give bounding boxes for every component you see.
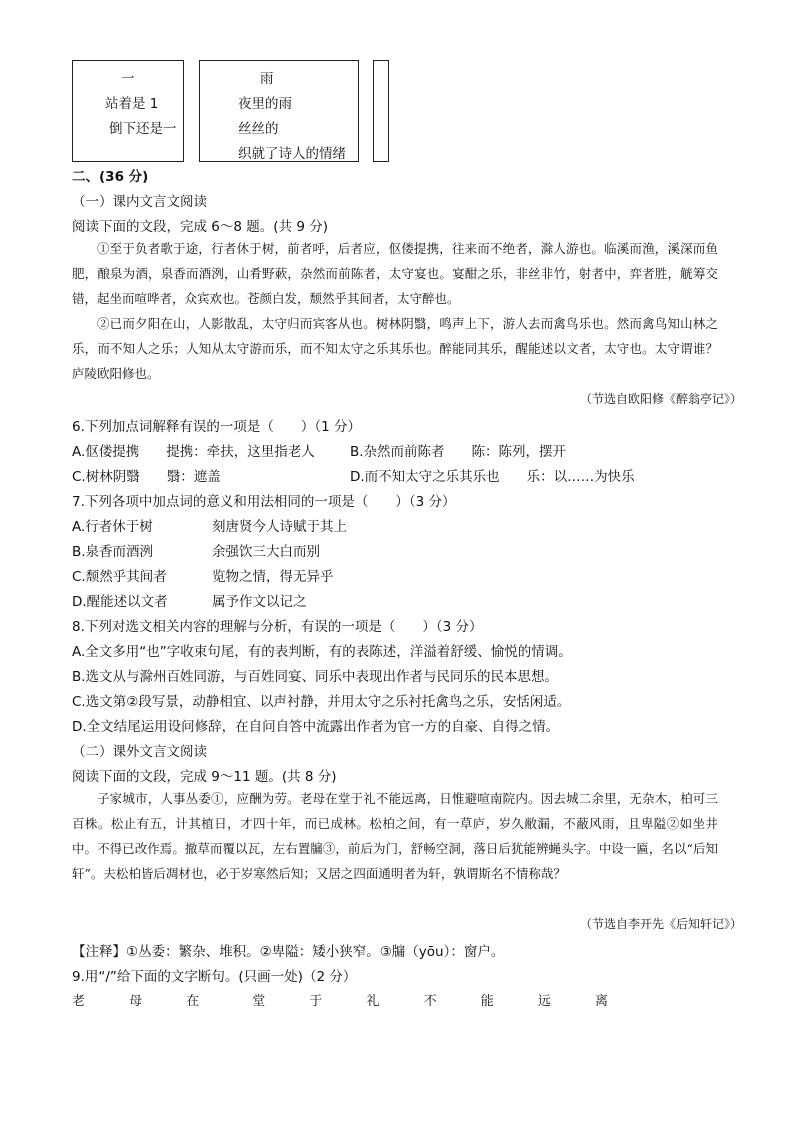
passage-1-paragraph-1: ①至于负者歌于途，行者休于树，前者呼，后者应，伛偻提携，往来而不绝者，滁人游也。临溪而渔，溪深而鱼肥，酿泉为酒，泉香而酒洌，山肴野蔌，杂然而前陈者，太守宴也。宴酣之乐，非丝非竹，射者中，弈者胜，觥筹交错，起坐而喧哗者，众宾欢也。苍颜白发，颓然乎其间者，太守醉也。 bbox=[72, 241, 718, 306]
passage-2 bbox=[72, 786, 718, 886]
question-9: 9.用“/”给下面的文字断句。(只画一处)（2 分） bbox=[72, 969, 357, 985]
poem-box-1 bbox=[72, 60, 184, 162]
q8-option-b: B.选文从与滁州百姓同游，与百姓同宴、同乐中表现出作者与民同乐的民本思想。 bbox=[72, 669, 559, 685]
poem-line: 雨 bbox=[260, 71, 274, 87]
part2-title: （二）课外文言文阅读 bbox=[72, 744, 207, 760]
poem-line: 丝丝的 bbox=[238, 121, 279, 137]
poem-box-3 bbox=[373, 60, 389, 162]
q7-option-c-right: 览物之情，得无异乎 bbox=[212, 569, 334, 585]
q7-option-d-right: 属予作文以记之 bbox=[212, 594, 307, 610]
poem-line: 一 bbox=[121, 71, 135, 87]
part2-instructions: 阅读下面的文段，完成 9～11 题。(共 8 分) bbox=[72, 769, 337, 785]
part1-title: （一）课内文言文阅读 bbox=[72, 194, 207, 210]
passage-1-paragraph-2: ②已而夕阳在山，人影散乱，太守归而宾客从也。树林阴翳，鸣声上下，游人去而禽鸟乐也。然而禽鸟知山林之乐，而不知人之乐；人知从太守游而乐，而不知太守之乐其乐也。醉能同其乐，醒能述以文者，太守也。太守谓谁？庐陵欧阳修也。 bbox=[72, 316, 718, 381]
q7-option-a-right: 刻唐贤今人诗赋于其上 bbox=[212, 519, 347, 535]
q7-option-b-left: B.泉香而酒洌 bbox=[72, 544, 154, 560]
q8-option-a: A.全文多用“也”字收束句尾，有的表判断，有的表陈述，洋溢着舒缓、愉悦的情调。 bbox=[72, 644, 572, 660]
q6-option-c: C.树林阴翳 翳：遮盖 bbox=[72, 469, 221, 485]
annotation-notes: 【注释】①丛委：繁杂、堆积。②卑隘：矮小狭窄。③牖（yōu）：窗户。 bbox=[72, 944, 505, 960]
poem-box-2 bbox=[199, 60, 359, 162]
question-6: 6.下列加点词解释有误的一项是（ ）（1 分） bbox=[72, 419, 362, 435]
question-7: 7.下列各项中加点词的意义和用法相同的一项是（ ）（3 分） bbox=[72, 494, 456, 510]
section-heading: 二、(36 分) bbox=[72, 169, 149, 185]
poem-line: 倒下还是一 bbox=[109, 121, 177, 137]
q7-option-c-left: C.颓然乎其间者 bbox=[72, 569, 167, 585]
q8-option-c: C.选文第②段写景，动静相宜、以声衬静，并用太守之乐衬托禽鸟之乐，安恬闲适。 bbox=[72, 694, 571, 710]
question-8: 8.下列对选文相关内容的理解与分析，有误的一项是（ ）（3 分） bbox=[72, 619, 483, 635]
passage-2-text: 子家城市，人事丛委①，应酬为劳。老母在堂于礼不能远离，日惟避喧南院内。因去城二余里，无杂木，柏可三百株。松止有五，计其植日，才四十年，而已成林。松柏之间，有一草庐，岁久敝漏，不蔽风雨，且卑隘②如坐井中。不得已改作焉。撤草而覆以瓦，左右置牖③，前后为门，舒畅空洞，落日后犹能辨蝇头字。中设一匾，名以“后知轩”。夫松柏皆后凋材也，必于岁寒然后知；又居之四面通明者为轩，孰谓斯名不情称哉？ bbox=[72, 791, 718, 881]
q8-option-d: D.全文结尾运用设问修辞，在自问自答中流露出作者为官一方的自豪、自得之情。 bbox=[72, 719, 560, 735]
poem-line: 夜里的雨 bbox=[238, 96, 292, 112]
q6-option-a: A.伛偻提携 提携：牵扶，这里指老人 bbox=[72, 444, 315, 460]
q7-option-a-left: A.行者休于树 bbox=[72, 519, 153, 535]
passage-2-source: （节选自李开先《后知轩记》） bbox=[579, 917, 742, 931]
q7-option-b-right: 余强饮三大白而别 bbox=[212, 544, 320, 560]
q7-option-d-left: D.醒能述以文者 bbox=[72, 594, 168, 610]
part1-instructions: 阅读下面的文段，完成 6～8 题。(共 9 分) bbox=[72, 219, 328, 235]
q6-option-b: B.杂然而前陈者 陈：陈列，摆开 bbox=[350, 444, 567, 460]
q6-option-d: D.而不知太守之乐其乐也 乐：以……为快乐 bbox=[350, 469, 635, 485]
passage-1 bbox=[72, 236, 718, 386]
poem-line: 站着是 1 bbox=[105, 96, 159, 112]
q9-sentence: 老 母 在 堂 于 礼 不 能 远 离 bbox=[72, 994, 629, 1009]
passage-1-source: （节选自欧阳修《醉翁亭记》） bbox=[579, 392, 742, 406]
poem-line: 织就了诗人的情绪 bbox=[238, 146, 346, 162]
